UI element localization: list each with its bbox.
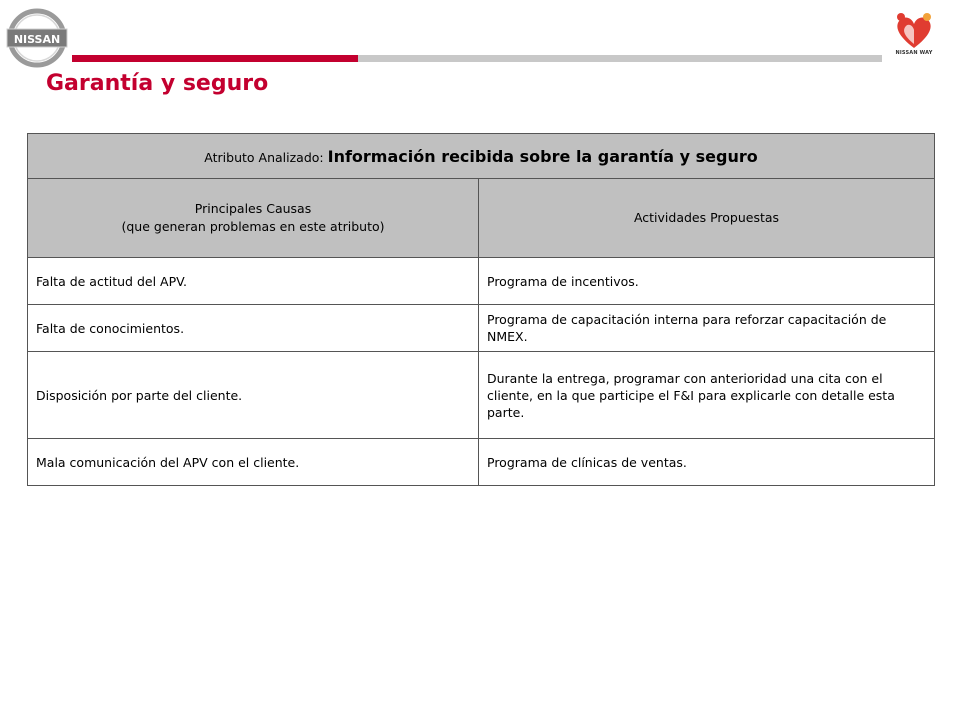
attribute-value: Información recibida sobre la garantía y seguro <box>327 146 758 166</box>
table-row <box>28 258 935 305</box>
table-row <box>28 305 935 352</box>
activity-cell: Programa de incentivos. <box>479 258 935 305</box>
attribute-cell <box>28 134 935 179</box>
cause-cell: Mala comunicación del APV con el cliente. <box>28 439 479 486</box>
header-accent-bar <box>72 55 358 62</box>
col1-header-line2: (que generan problemas en este atributo) <box>121 219 385 234</box>
header-gray-bar <box>358 55 882 62</box>
cause-cell: Falta de actitud del APV. <box>28 258 479 305</box>
nissan-way-logo-text: NISSAN WAY <box>895 50 933 56</box>
column-header-row <box>28 179 935 258</box>
nissan-way-logo <box>888 8 940 60</box>
table-row <box>28 439 935 486</box>
nissan-logo-text: NISSAN <box>13 33 61 46</box>
attribute-label: Atributo Analizado: <box>204 149 324 165</box>
causes-activities-table <box>27 133 935 486</box>
activity-cell: Durante la entrega, programar con anterioridad una cita con el cliente, en la que participe el F&I para explicarle con detalle esta parte. <box>479 352 935 439</box>
cause-cell: Falta de conocimientos. <box>28 305 479 352</box>
nissan-logo <box>6 8 68 68</box>
table-row <box>28 352 935 439</box>
col1-header <box>28 179 479 258</box>
page-title: Garantía y seguro <box>46 71 269 96</box>
cause-cell: Disposición por parte del cliente. <box>28 352 479 439</box>
col1-header-line1: Principales Causas <box>194 201 312 216</box>
activity-cell: Programa de clínicas de ventas. <box>479 439 935 486</box>
activity-cell: Programa de capacitación interna para reforzar capacitación de NMEX. <box>479 305 935 352</box>
col2-header: Actividades Propuestas <box>479 179 935 258</box>
attribute-row <box>28 134 935 179</box>
